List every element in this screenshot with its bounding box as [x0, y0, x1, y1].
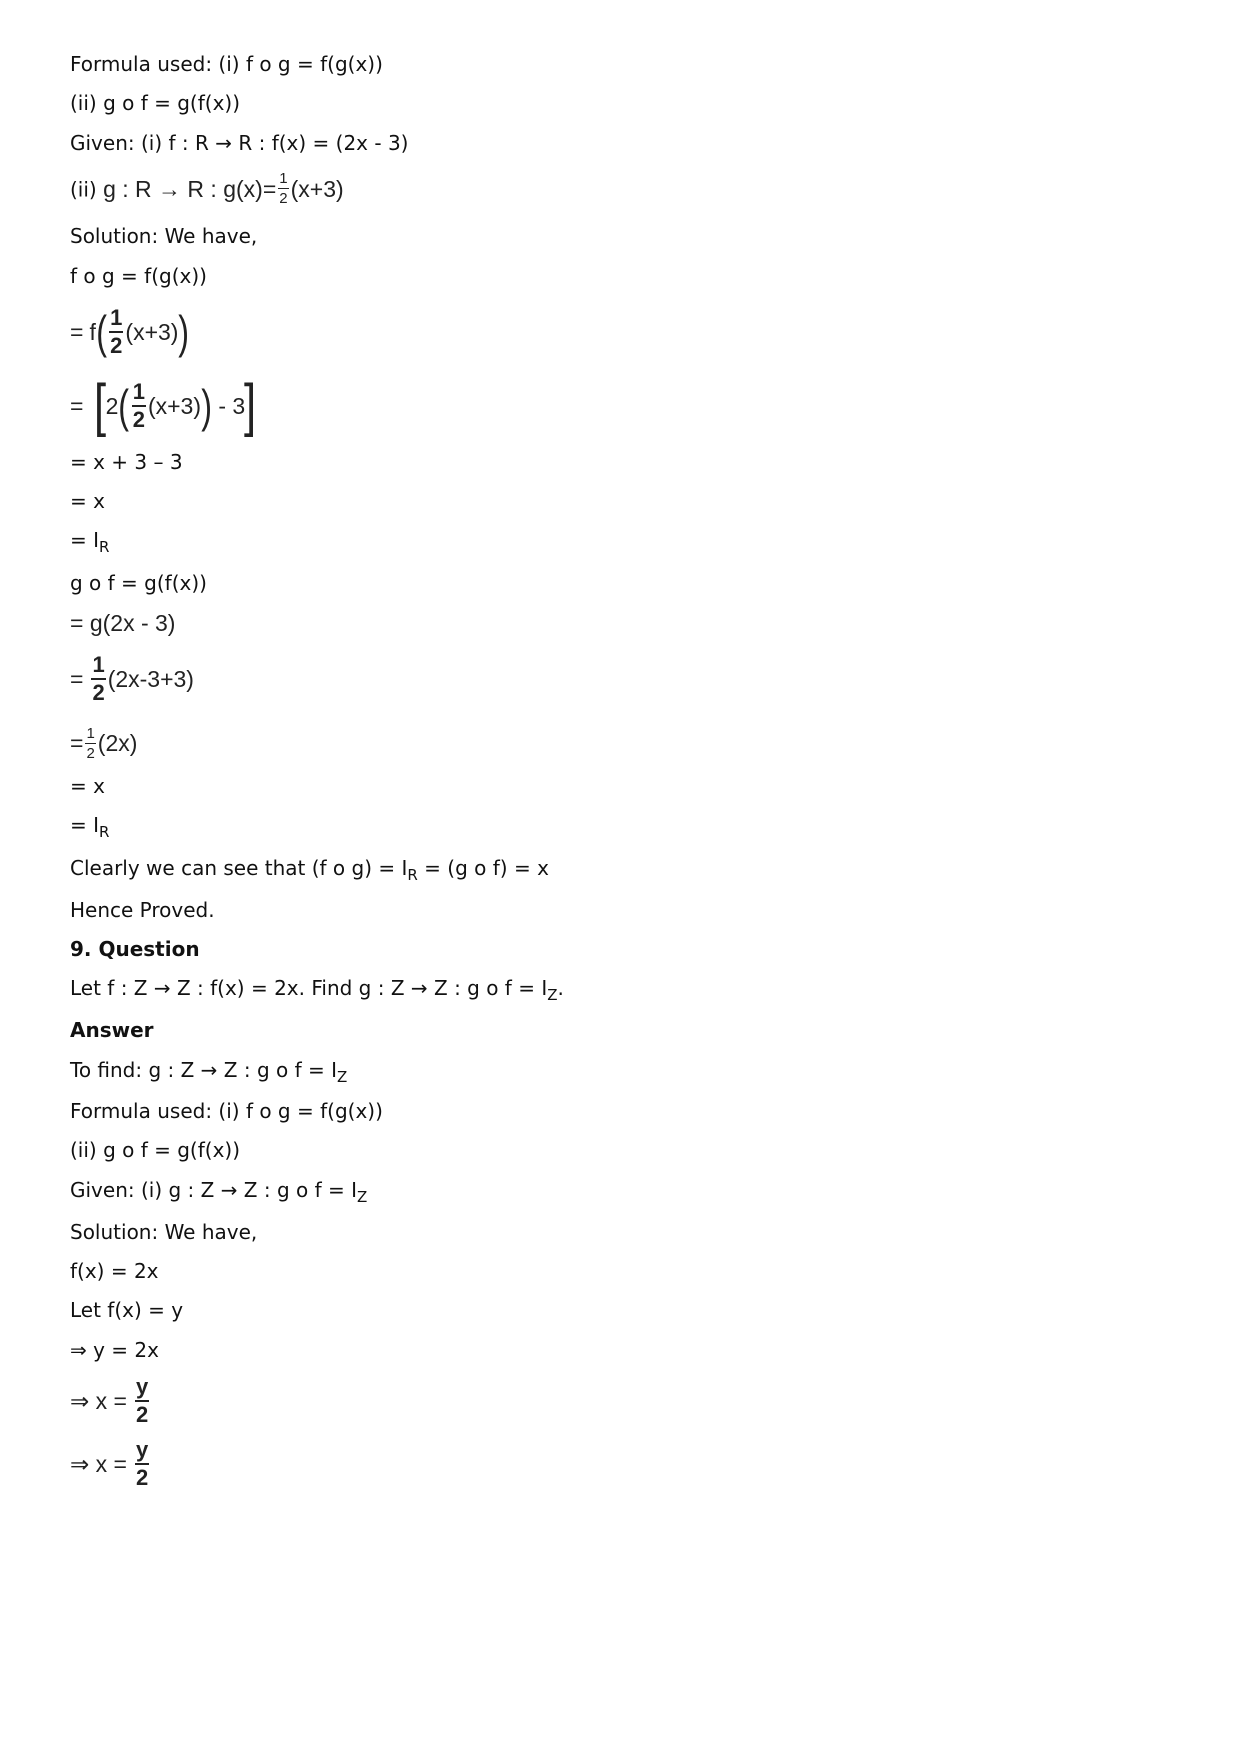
- half-fraction: [132, 381, 146, 431]
- equals-sign: =: [70, 730, 84, 756]
- formula-ii-line: (ii) g o f = g(f(x)): [70, 91, 241, 115]
- step-y: ⇒ y = 2x: [70, 1338, 159, 1362]
- given-f-line: Given: (i) f : R → R : f(x) = (2x - 3): [70, 131, 409, 155]
- fraction-numerator: 1: [279, 170, 288, 187]
- two: 2: [105, 393, 119, 419]
- half-fraction: [91, 654, 105, 704]
- fog-line: f o g = f(g(x)): [70, 264, 207, 288]
- fraction-denominator: 2: [132, 407, 145, 432]
- gof-step-4: = x: [70, 774, 105, 798]
- to-find-text: To find: g : Z → Z : g o f = I: [70, 1058, 338, 1082]
- gof-step-2: [70, 650, 194, 708]
- minus-3: - 3: [218, 393, 246, 419]
- formula-used-line-2: Formula used: (i) f o g = f(g(x)): [70, 1099, 383, 1123]
- expression: (2x): [97, 730, 138, 756]
- f-symbol: f: [89, 319, 96, 345]
- fog-step-4: = x: [70, 489, 105, 513]
- given-text: Given: (i) g : Z → Z : g o f = I: [70, 1178, 358, 1202]
- fraction-numerator: 1: [91, 654, 105, 680]
- formula-ii-line-2: (ii) g o f = g(f(x)): [70, 1138, 241, 1162]
- subscript-z: Z: [547, 986, 558, 1004]
- given-g-prefix: (ii): [70, 177, 97, 202]
- x-plus-3: (x+3): [125, 319, 179, 345]
- gof-step-5: [70, 813, 110, 841]
- given-g-line: [70, 171, 344, 206]
- y-over-2-fraction: [135, 1439, 149, 1489]
- y-over-2-fraction: [135, 1376, 149, 1426]
- question-heading: 9. Question: [70, 937, 200, 961]
- subscript-r: R: [407, 866, 418, 884]
- given-line-2: [70, 1178, 368, 1206]
- fog-step-1: [70, 302, 190, 362]
- fraction-numerator: 1: [132, 381, 146, 407]
- fraction-denominator: 2: [135, 1402, 149, 1427]
- fraction-numerator: y: [135, 1376, 149, 1402]
- implies-x: ⇒ x =: [70, 1451, 127, 1477]
- right-bracket: ]: [244, 373, 257, 438]
- left-paren: (: [118, 380, 130, 432]
- identity-text: = I: [70, 813, 100, 837]
- g-definition: g : R → R : g(x)=: [103, 175, 277, 202]
- implies-x: ⇒ x =: [70, 1388, 127, 1414]
- identity-text: = I: [70, 528, 100, 552]
- fog-step-5: [70, 528, 110, 556]
- expression: (2x-3+3): [107, 666, 194, 692]
- step-fx: f(x) = 2x: [70, 1259, 159, 1283]
- fraction-numerator: 1: [109, 307, 123, 333]
- equals-sign: =: [70, 666, 84, 692]
- right-paren: ): [178, 306, 190, 358]
- to-find-line: [70, 1058, 348, 1086]
- fraction-denominator: 2: [279, 190, 288, 207]
- fraction-denominator: 2: [86, 744, 95, 762]
- fraction-denominator: 2: [92, 680, 105, 705]
- question-text-b: .: [557, 976, 564, 1000]
- subscript-r: R: [99, 823, 110, 841]
- left-paren: (: [96, 306, 107, 358]
- solution-line-2: Solution: We have,: [70, 1220, 258, 1244]
- formula-used-line: Formula used: (i) f o g = f(g(x)): [70, 52, 383, 76]
- step-x-2: [70, 1435, 151, 1493]
- gof-step-3: [70, 720, 137, 766]
- fog-step-3: = x + 3 – 3: [70, 450, 183, 474]
- gof-line: g o f = g(f(x)): [70, 571, 207, 595]
- step-let: Let f(x) = y: [70, 1298, 184, 1322]
- given-g-math: [103, 171, 344, 206]
- question-text-a: Let f : Z → Z : f(x) = 2x. Find g : Z → Z : g o f = I: [70, 976, 548, 1000]
- hence-proved: Hence Proved.: [70, 898, 215, 922]
- equals-sign: =: [70, 319, 84, 345]
- subscript-r: R: [99, 538, 110, 556]
- fraction-numerator: y: [135, 1439, 149, 1465]
- fog-step-2: [70, 373, 255, 439]
- conclusion-line: [70, 856, 549, 884]
- half-fraction: [109, 307, 123, 357]
- subscript-z: Z: [337, 1068, 348, 1086]
- gof-step-1: = g(2x - 3): [70, 610, 176, 636]
- half-fraction: [278, 171, 288, 206]
- x-plus-3: (x+3): [290, 175, 344, 202]
- equals-sign: =: [70, 393, 84, 419]
- step-x-1: [70, 1372, 151, 1430]
- fraction-denominator: 2: [135, 1465, 149, 1490]
- x-plus-3: (x+3): [147, 393, 201, 419]
- conclusion-text-b: = (g o f) = x: [417, 856, 549, 880]
- conclusion-text-a: Clearly we can see that (f o g) = I: [70, 856, 408, 880]
- answer-heading: Answer: [70, 1018, 154, 1042]
- left-bracket: [: [94, 373, 107, 438]
- fraction-denominator: 2: [110, 333, 123, 358]
- solution-line: Solution: We have,: [70, 224, 258, 248]
- right-paren: ): [201, 380, 213, 432]
- half-fraction: [85, 726, 95, 761]
- fraction-numerator: 1: [86, 724, 95, 742]
- subscript-z: Z: [357, 1188, 368, 1206]
- question-text: [70, 976, 564, 1004]
